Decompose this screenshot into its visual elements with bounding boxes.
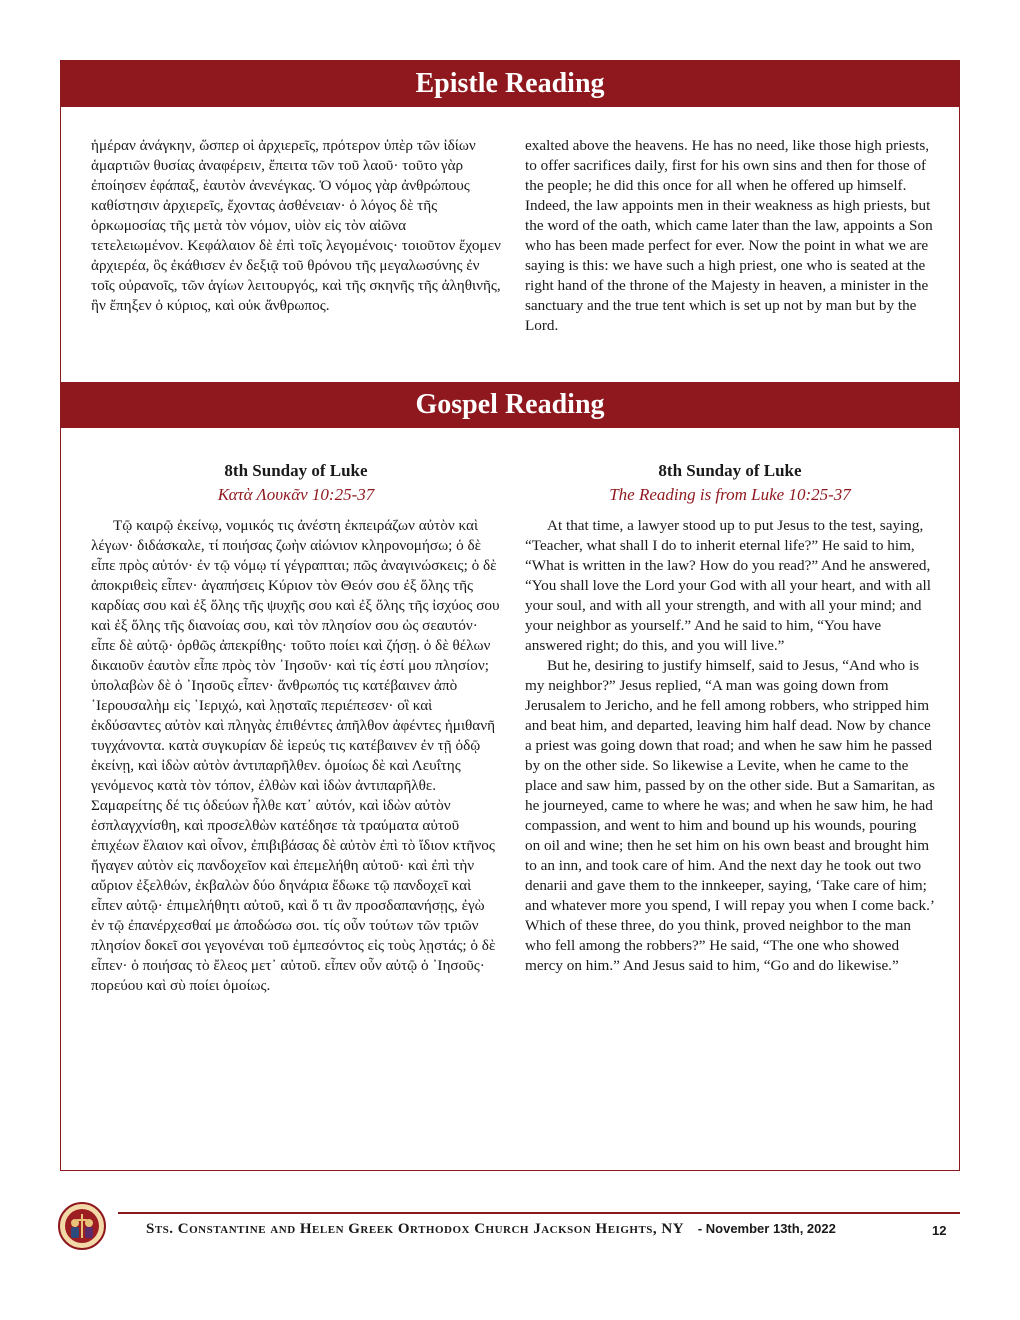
gospel-greek-heading [91, 459, 501, 507]
gospel-english-title: 8th Sunday of Luke [658, 461, 802, 480]
gospel-english-paragraph-1: At that time, a lawyer stood up to put Jesus to the test, saying, “Teacher, what shall I do to inherit eternal life?” He said to him, “What is written in the law? How do you read?” And he answered, “You shall love the Lord your God with all your heart, and with all your soul, and with all your strength, and with all your mind; and your neighbor as yourself.” And he said to him, “You have answered right; do this, and you will live.” [525, 517, 931, 654]
gospel-greek-paragraph: Τῷ καιρῷ ἐκείνῳ, νομικός τις ἀνέστη ἐκπειράζων αὐτὸν καὶ λέγων· διδάσκαλε, τί ποιήσας ζωὴν αἰώνιον κληρονομήσω; ὁ δὲ εἶπε πρὸς αὐτόν· ἐν τῷ νόμῳ τί γέγραπται; πῶς ἀναγινώσκεις; ὁ δὲ ἀποκριθεὶς εἶπεν· ἀγαπήσεις Κύριον τὸν Θεόν σου ἐξ ὅλης τῆς καρδίας σου καὶ ἐξ ὅλης τῆς ψυχῆς σου καὶ ἐξ ὅλης τῆς ἰσχύος σου καὶ ἐξ ὅλης τῆς διανοίας σου, καὶ τὸν πλησίον σου ὡς σεαυτόν· εἶπε δὲ αὐτῷ· ὀρθῶς ἀπεκρίθης· τοῦτο ποίει καὶ ζήσῃ. ὁ δὲ θέλων δικαιοῦν ἑαυτὸν εἶπε πρὸς τὸν ᾿Ιησοῦν· καὶ τίς ἐστί μου πλησίον; ὑπολαβὼν δὲ ὁ ᾿Ιησοῦς εἶπεν· ἄνθρωπός τις κατέβαινεν ἀπὸ ῾Ιερουσαλὴμ εἰς ῾Ιεριχώ, καὶ λῃσταῖς περιέπεσεν· οἳ καὶ ἐκδύσαντες αὐτὸν καὶ πληγὰς ἐπιθέντες ἀπῆλθον ἀφέντες ἡμιθανῆ τυγχάνοντα. κατὰ συγκυρίαν δὲ ἱερεύς τις κατέβαινεν ἐν τῇ ὁδῷ ἐκείνῃ, καὶ ἰδὼν αὐτὸν ἀντιπαρῆλθεν. ὁμοίως δὲ καὶ Λευΐτης γενόμενος κατὰ τὸν τόπον, ἐλθὼν καὶ ἰδὼν ἀντιπαρῆλθε. Σαμαρείτης δέ τις ὁδεύων ἦλθε κατ᾿ αὐτόν, καὶ ἰδὼν αὐτὸν ἐσπλαγχνίσθη, καὶ προσελθὼν κατέδησε τὰ τραύματα αὐτοῦ ἐπιχέων ἔλαιον καὶ οἶνον, ἐπιβιβάσας δὲ αὐτὸν ἐπὶ τὸ ἴδιον κτῆνος ἤγαγεν αὐτὸν εἰς πανδοχεῖον καὶ ἐπεμελήθη αὐτοῦ· καὶ ἐπὶ τὴν αὔριον ἐξελθών, ἐκβαλὼν δύο δηνάρια ἔδωκε τῷ πανδοχεῖ καὶ εἶπεν αὐτῷ· ἐπιμελήθητι αὐτοῦ, καὶ ὅ τι ἂν προσδαπανήσῃς, ἐγὼ ἐν τῷ ἐπανέρχεσθαί με ἀποδώσω σοι. τίς οὖν τούτων τῶν τριῶν πλησίον δοκεῖ σοι γεγονέναι τοῦ ἐμπεσόντος εἰς τοὺς λῃστάς; ὁ δὲ εἶπεν· ὁ ποιήσας τὸ ἔλεος μετ᾿ αὐτοῦ. εἶπεν οὖν αὐτῷ ὁ ᾿Ιησοῦς· πορεύου καὶ σὺ ποίει ὁμοίως. [91, 517, 500, 994]
page-number: 12 [932, 1223, 947, 1238]
epistle-banner: Epistle Reading [61, 61, 959, 107]
gospel-banner: Gospel Reading [61, 382, 959, 428]
epistle-english-text: exalted above the heavens. He has no need, like those high priests, to offer sacrifices daily, first for his own sins and then for those of the people; he did this once for all when he offered up himself. Indeed, the law appoints men in their weakness as high priests, but the word of the oath, which came later than the law, appoints a Son who has been made perfect for ever. Now the point in what we are saying is this: we have such a high priest, one who is seated at the right hand of the throne of the Majesty in heaven, a minister in the sanctuary and the true tent which is set up not by man but by the Lord. [525, 137, 933, 334]
church-seal-icon [58, 1202, 106, 1250]
footer-line [146, 1221, 946, 1238]
gospel-greek-text [91, 516, 501, 996]
footer-church-name: Sts. Constantine and Helen Greek Orthodox Church Jackson Heights, NY [146, 1221, 685, 1237]
footer-date: - November 13th, 2022 [697, 1221, 836, 1236]
gospel-english-text [525, 516, 935, 976]
gospel-greek-subtitle: Κατὰ Λουκᾶν 10:25-37 [217, 485, 375, 504]
epistle-greek-text: ἡμέραν ἀνάγκην, ὥσπερ οἱ ἀρχιερεῖς, πρότερον ὑπὲρ τῶν ἰδίων ἁμαρτιῶν θυσίας ἀναφέρειν, ἔπειτα τῶν τοῦ λαοῦ· τοῦτο γὰρ ἐποίησεν ἐφάπαξ, ἑαυτὸν ἀνενέγκας. Ὁ νόμος γὰρ ἀνθρώπους καθίστησιν ἀρχιερεῖς, ἔχοντας ἀσθένειαν· ὁ λόγος δὲ τῆς ὁρκωμοσίας τῆς μετὰ τὸν νόμον, υἱὸν εἰς τὸν αἰῶνα τετελειωμένον. Κεφάλαιον δὲ ἐπὶ τοῖς λεγομένοις· τοιοῦτον ἔχομεν ἀρχιερέα, ὃς ἐκάθισεν ἐν δεξιᾷ τοῦ θρόνου τῆς μεγαλωσύνης ἐν τοῖς οὐρανοῖς, τῶν ἁγίων λειτουργός, καὶ τῆς σκηνῆς τῆς ἀληθινῆς, ἣν ἔπηξεν ὁ κύριος, καὶ οὐκ ἄνθρωπος. [91, 137, 501, 314]
footer-rule [118, 1212, 960, 1214]
gospel-greek-title: 8th Sunday of Luke [224, 461, 368, 480]
readings-frame [60, 60, 960, 1171]
gospel-english-heading [525, 459, 935, 507]
gospel-english-subtitle: The Reading is from Luke 10:25-37 [609, 485, 851, 504]
gospel-english-paragraph-2: But he, desiring to justify himself, said to Jesus, “And who is my neighbor?” Jesus replied, “A man was going down from Jerusalem to Jericho, and he fell among robbers, who stripped him and beat him, and departed, leaving him half dead. Now by chance a priest was going down that road; and when he saw him he passed by on the other side. So likewise a Levite, when he came to the place and saw him, passed by on the other side. But a Samaritan, as he journeyed, came to where he was; and when he saw him, he had compassion, and went to him and bound up his wounds, pouring on oil and wine; then he set him on his own beast and brought him to an inn, and took care of him. And the next day he took out two denarii and gave them to the innkeeper, saying, ‘Take care of him; and whatever more you spend, I will repay you when I come back.’ Which of these three, do you think, proved neighbor to the man who fell among the robbers?” He said, “The one who showed mercy on him.” And Jesus said to him, “Go and do likewise.” [525, 657, 935, 974]
